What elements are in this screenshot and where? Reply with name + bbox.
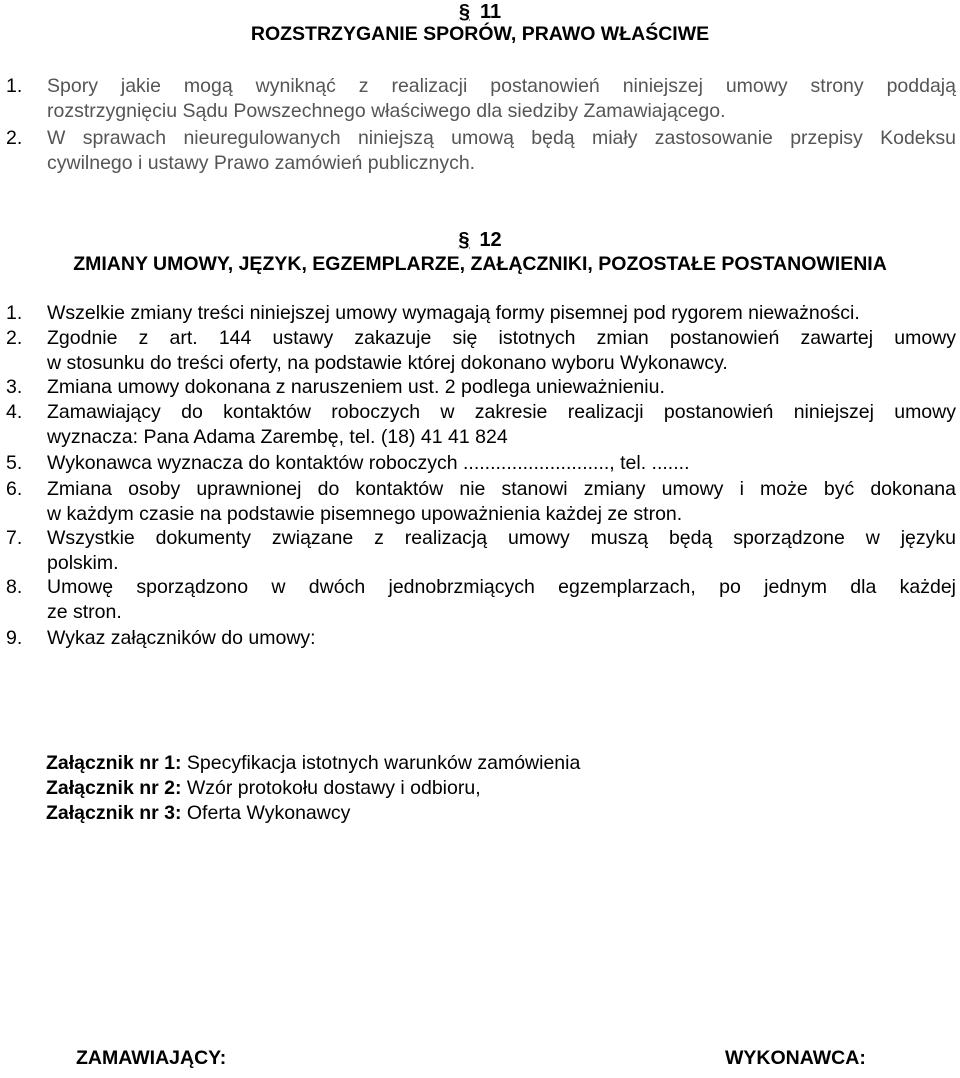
- item-text-line: Umowę sporządzono w dwóch jednobrzmiących egzemplarzach, po jednym dla każdej: [47, 576, 956, 598]
- item-number: 4.: [6, 401, 23, 423]
- attachment-line: [46, 776, 481, 800]
- item-number: 6.: [6, 478, 23, 500]
- item-number: 1.: [6, 75, 23, 97]
- section-number: 11: [479, 1, 502, 23]
- section-symbol: §: [458, 229, 470, 251]
- item-text-line: Wszelkie zmiany treści niniejszej umowy wymagają formy pisemnej pod rygorem nieważności.: [47, 302, 860, 324]
- signature-contractor: WYKONAWCA:: [725, 1047, 866, 1069]
- item-text-line: w stosunku do treści oferty, na podstawie której dokonano wyboru Wykonawcy.: [47, 351, 728, 374]
- item-number: 3.: [6, 376, 23, 398]
- attachment-label: Załącznik nr 1:: [46, 752, 182, 774]
- attachment-label: Załącznik nr 2:: [46, 777, 182, 799]
- list-item: [6, 451, 956, 476]
- list-item: [6, 400, 956, 449]
- list-item: [6, 326, 956, 375]
- attachment-text: Specyfikacja istotnych warunków zamówienia: [181, 752, 581, 774]
- item-text-line: Zamawiający do kontaktów roboczych w zakresie realizacji postanowień niniejszej umowy: [47, 401, 956, 423]
- item-text-line: Zmiana osoby uprawnionej do kontaktów nie stanowi zmiany umowy i może być dokonana: [47, 478, 956, 500]
- item-number: 7.: [6, 527, 23, 549]
- section-12-title: ZMIANY UMOWY, JĘZYK, EGZEMPLARZE, ZAŁĄCZNIKI, POZOSTAŁE POSTANOWIENIA: [73, 253, 887, 275]
- list-item: [6, 301, 956, 326]
- item-number: 8.: [6, 576, 23, 598]
- section-12-heading: [0, 228, 960, 252]
- item-text-line: Wykonawca wyznacza do kontaktów roboczych ..........................., tel. .......: [47, 452, 690, 474]
- attachment-text: Wzór protokołu dostawy i odbioru,: [181, 777, 481, 799]
- item-text-line: Wszystkie dokumenty związane z realizacją umowy muszą będą sporządzone w języku: [47, 527, 956, 549]
- section-11-heading: [0, 0, 960, 24]
- list-item: [6, 375, 956, 400]
- item-text-line: cywilnego i ustawy Prawo zamówień publicznych.: [47, 151, 476, 174]
- item-text-line: wyznacza: Pana Adama Zarembę, tel. (18) 41 41 824: [47, 425, 508, 448]
- list-item: [6, 74, 956, 123]
- item-number: 2.: [6, 327, 23, 349]
- item-text-line: W sprawach nieuregulowanych niniejszą umową będą miały zastosowanie przepisy Kodeksu: [47, 127, 956, 149]
- item-number: 2.: [6, 127, 23, 149]
- attachment-line: [46, 751, 580, 775]
- attachment-text: Oferta Wykonawcy: [181, 802, 351, 824]
- item-text-line: Wykaz załączników do umowy:: [47, 627, 316, 649]
- item-number: 1.: [6, 302, 23, 324]
- item-text-line: polskim.: [47, 551, 119, 574]
- list-item: [6, 126, 956, 175]
- attachment-label: Załącznik nr 3:: [46, 802, 182, 824]
- section-number: 12: [479, 229, 502, 251]
- section-11-title: ROZSTRZYGANIE SPORÓW, PRAWO WŁAŚCIWE: [250, 23, 710, 45]
- attachment-line: [46, 801, 350, 825]
- item-text-line: rozstrzygnięciu Sądu Powszechnego właściwego dla siedziby Zamawiającego.: [47, 99, 726, 122]
- section-symbol: §: [458, 1, 470, 23]
- item-text-line: w każdym czasie na podstawie pisemnego upoważnienia każdej ze stron.: [47, 502, 683, 525]
- list-item: [6, 626, 956, 651]
- list-item: [6, 575, 956, 624]
- item-text-line: Spory jakie mogą wyniknąć z realizacji postanowień niniejszej umowy strony poddają: [47, 75, 956, 97]
- item-number: 5.: [6, 452, 23, 474]
- item-text-line: Zgodnie z art. 144 ustawy zakazuje się istotnych zmian postanowień zawartej umowy: [47, 327, 956, 349]
- list-item: [6, 526, 956, 575]
- list-item: [6, 477, 956, 526]
- signature-ordering-party: ZAMAWIAJĄCY:: [76, 1047, 227, 1069]
- item-number: 9.: [6, 627, 23, 649]
- item-text-line: Zmiana umowy dokonana z naruszeniem ust. 2 podlega unieważnieniu.: [47, 376, 665, 398]
- item-text-line: ze stron.: [47, 600, 122, 623]
